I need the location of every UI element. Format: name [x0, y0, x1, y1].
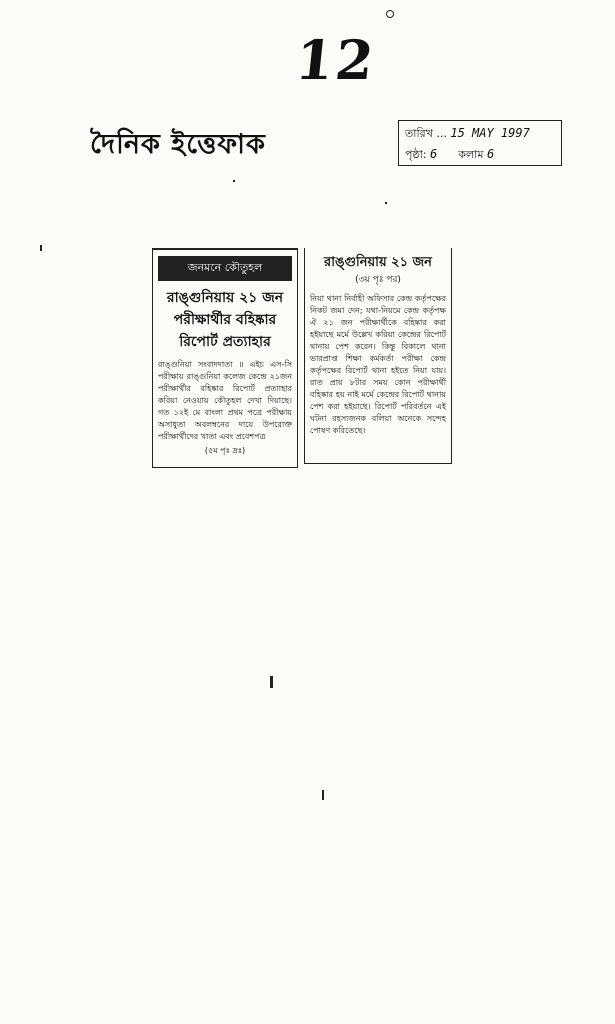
punch-mark	[386, 10, 394, 18]
stamp-page-row: পৃষ্ঠা: 6 কলাম 6	[405, 147, 495, 161]
article-kicker: জনমনে কৌতুহল	[158, 256, 292, 281]
stamp-page-label: পৃষ্ঠা	[405, 148, 423, 161]
continuation-headline: রাঙ্গুনিয়ায় ২১ জন	[324, 255, 432, 270]
stamp-date-value: 15 MAY 1997	[450, 126, 530, 140]
date-stamp	[398, 120, 562, 166]
article-body-left: রাঙ্গুনিয়া সংবাদদাতা ॥ এইচ এস-সি পরীক্ষায় রাঙ্গুনিয়া কলেজ কেন্দ্রে ২১জন পরীক্ষার্থীর বহিষ্কার রিপোর্ট প্রত্যাহার করিয়া নেওয়ায় কৌতুহল দেখা দিয়াছে। গত ১২ই মে বাংলা প্রথম পত্রে পরীক্ষায় অসাধুতা অবলম্বনের দায়ে উপরোক্ত পরীক্ষার্থীদের খাতা এবং প্রবেশপত্র	[158, 360, 292, 441]
stamp-date-label: তারিখ	[405, 127, 433, 140]
article-headline: রাঙ্গুনিয়ায় ২১ জন পরীক্ষার্থীর বহিষ্কার রিপোর্ট প্রত্যাহার	[166, 290, 284, 350]
news-clipping	[152, 248, 452, 470]
article-body-right: নিয়া থানা নির্বাহী অফিসার কেন্দ্র কর্তৃপক্ষের নিকট জমা দেন; যথা-নিয়মে কেন্দ্র কর্তৃপক্ষ ঐ ২১ জন পরীক্ষার্থীকে বহিষ্কার করা হইয়াছে মর্মে উল্লেখ করিয়া কেন্দ্রের রিপোর্ট থানায় পেশ করেন। কিন্তু বিকালে থানা ভারপ্রাপ্ত শিক্ষা কর্মকর্তা পরীক্ষা কেন্দ্র কর্তৃপক্ষের রিপোর্ট থানা হইতে নিয়া যায়। রাত প্রায় ৮টার সময় কোন পরীক্ষার্থী বহিষ্কার হয় নাই মর্মে কেন্দ্রের রিপোর্ট থানায় পেশ করা হইয়াছে। রিপোর্ট পরিবর্তনে এই ঘটনা রহস্যজনক বলিয়া অনেকে সন্দেহ পোষণ করিতেছে।	[310, 294, 446, 435]
stamp-date-row: তারিখ ... 15 MAY 1997	[405, 126, 530, 140]
stamp-page-value: 6	[430, 147, 438, 161]
clipping-right-column	[304, 248, 452, 464]
page-number: 12	[292, 28, 379, 92]
clipping-left-column	[152, 248, 298, 468]
newspaper-masthead: দৈনিক ইত্তেফাক	[90, 129, 266, 160]
stamp-column-value: 6	[486, 147, 495, 161]
stamp-column-label: কলাম	[458, 148, 484, 161]
continued-note-left: (৫ম পৃঃ দ্রঃ)	[204, 446, 246, 455]
continued-note-right: (৩য় পৃঃ পর)	[355, 275, 401, 285]
